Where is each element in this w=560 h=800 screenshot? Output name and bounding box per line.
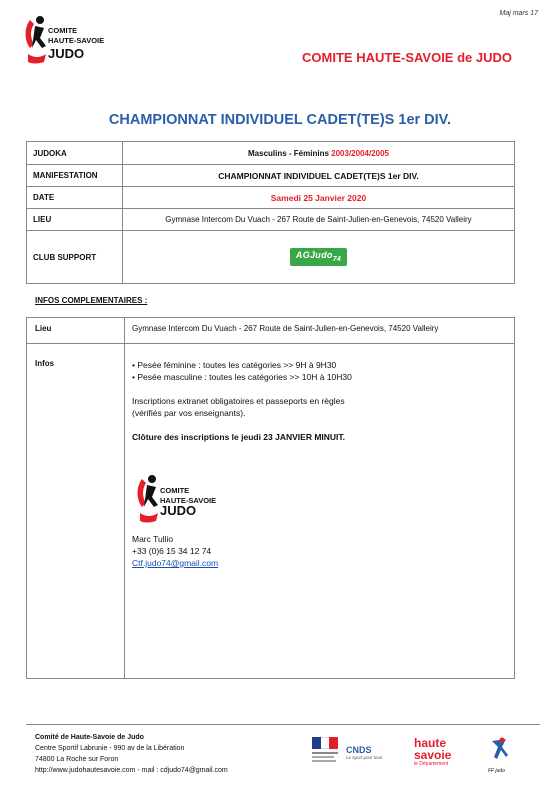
bullet-text: Pesée féminine : toutes les catégories >> 9H à 9H30 [137, 360, 337, 370]
logo-line-3: JUDO [160, 503, 197, 518]
logo-line-1: COMITE [160, 486, 190, 495]
contact-email-link[interactable]: Ctf.judo74@gmail.com [132, 558, 219, 568]
update-date: Maj mars 17 [499, 10, 538, 17]
logo-line-2: HAUTE-SAVOIE [160, 496, 217, 505]
list-item: • Pesée féminine : toutes les catégories >> 9H à 9H30 [132, 360, 337, 370]
registration-note-2: (vérifiés par vos enseignants). [132, 408, 246, 418]
republic-logo [312, 737, 340, 777]
bullet-text: Pesée masculine : toutes les catégories >> 10H à 10H30 [137, 372, 352, 382]
cnds-sub: Le sport pour tous [346, 755, 383, 760]
judoka-logo-icon [132, 473, 162, 528]
row-value [123, 142, 515, 165]
cnds-text: CNDS [346, 745, 372, 755]
row-value: Gymnase Intercom Du Vuach - 267 Route de Saint-Julien-en-Genevois, 74520 Valleiry [123, 209, 515, 231]
lieu-value: Gymnase Intercom Du Vuach - 267 Route de Saint-Julien-en-Genevois, 74520 Valleiry [132, 324, 439, 333]
org-title: COMITE HAUTE-SAVOIE de JUDO [302, 50, 512, 65]
ffjudo-logo [488, 737, 518, 777]
table-row [27, 231, 515, 284]
footer-divider [26, 724, 540, 725]
hs-line-1: haute [414, 736, 447, 750]
comite-logo [20, 14, 110, 69]
table-row [27, 142, 515, 165]
infos-label: Infos [35, 359, 55, 368]
infos-column-divider [124, 317, 125, 679]
table-row [27, 209, 515, 231]
french-flag-icon [312, 737, 338, 749]
row-key: JUDOKA [27, 142, 123, 165]
contact-phone: +33 (0)6 15 34 12 74 [132, 546, 212, 556]
logo-line-1: COMITE [48, 26, 78, 35]
closing-note: Clôture des inscriptions le jeudi 23 JANVIER MINUIT. [132, 432, 346, 442]
table-row [27, 187, 515, 209]
infos-content [132, 359, 507, 569]
contact-logo [132, 473, 242, 533]
table-row [27, 165, 515, 187]
club-logo [290, 248, 347, 266]
row-value: Samedi 25 Janvier 2020 [123, 187, 515, 209]
weigh-in-list [132, 359, 507, 383]
ffjudo-emblem-icon [488, 737, 510, 763]
footer-line[interactable]: http://www.judohautesavoie.com - mail : cdjudo74@gmail.com [35, 767, 228, 774]
ffjudo-text: FF judo [488, 768, 505, 774]
event-info-table [26, 141, 515, 284]
logo-line-2: HAUTE-SAVOIE [48, 36, 105, 45]
lieu-label: Lieu [35, 324, 52, 333]
hs-line-2: savoie [414, 748, 452, 762]
infos-heading: INFOS COMPLEMENTAIRES : [35, 296, 148, 305]
hs-line-3: le Département [414, 761, 449, 767]
row-value [123, 231, 515, 284]
judoka-value: Masculins - Féminins [248, 148, 332, 158]
contact-name: Marc Tullio [132, 534, 174, 544]
club-logo-number: 74 [332, 255, 342, 263]
row-key: MANIFESTATION [27, 165, 123, 187]
footer-line: Centre Sportif Labrunie - 990 av de la Libération [35, 745, 185, 752]
row-key: LIEU [27, 209, 123, 231]
cnds-logo [346, 737, 396, 777]
row-key: DATE [27, 187, 123, 209]
logo-line-3: JUDO [48, 46, 85, 61]
footer-address [35, 732, 228, 776]
judoka-logo-icon [20, 14, 50, 69]
footer-org: Comité de Haute-Savoie de Judo [35, 734, 144, 741]
registration-note: Inscriptions extranet obligatoires et passeports en règles [132, 396, 345, 406]
list-item: • Pesée masculine : toutes les catégories >> 10H à 10H30 [132, 372, 352, 382]
club-logo-text: AGJudo [295, 250, 333, 261]
row-key: CLUB SUPPORT [27, 231, 123, 284]
haute-savoie-logo [414, 737, 474, 777]
footer-line: 74800 La Roche sur Foron [35, 756, 119, 763]
page-title: CHAMPIONNAT INDIVIDUEL CADET(TE)S 1er DIV. [108, 112, 452, 128]
judoka-years: 2003/2004/2005 [331, 148, 389, 158]
row-value: CHAMPIONNAT INDIVIDUEL CADET(TE)S 1er DIV. [123, 165, 515, 187]
